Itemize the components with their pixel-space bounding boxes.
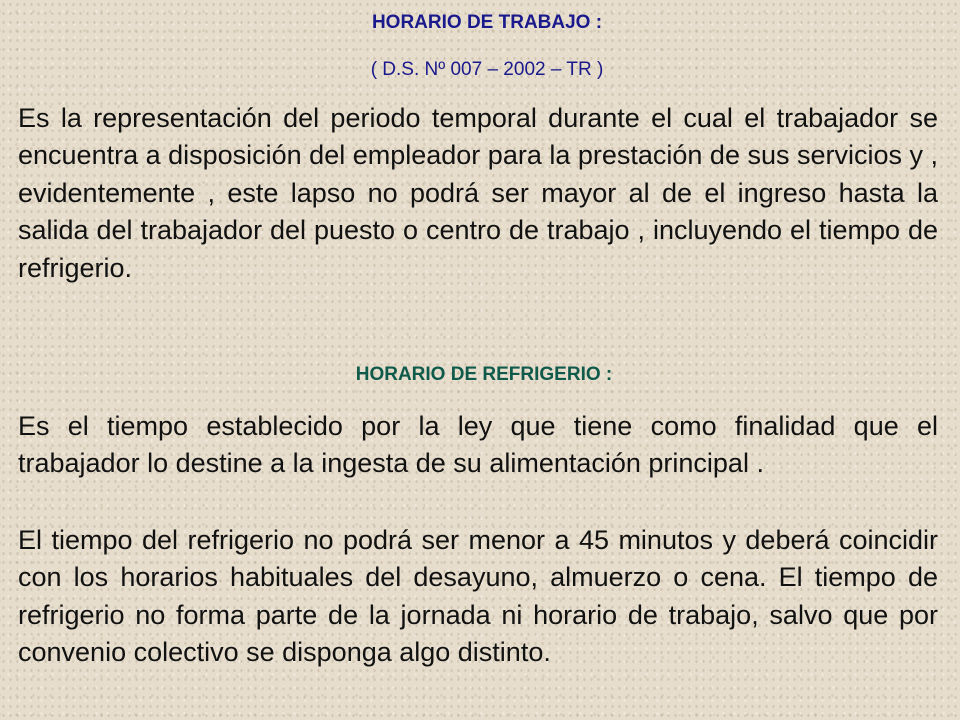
decree-reference: ( D.S. Nº 007 – 2002 – TR ) <box>370 59 604 80</box>
heading-horario-de-refrigerio: HORARIO DE REFRIGERIO : <box>355 364 613 385</box>
paragraph-horario-de-trabajo: Es la representación del periodo temporal durante el cual el trabajador se encuentra a disposición del empleador para la prestación de sus servicios y , evidentemente , este lapso no podrá ser mayor al de el ingreso hasta la salida del trabajador del puesto o centro de trabajo , incluyendo el tiempo de refrigerio. <box>18 103 939 283</box>
paragraph-refrigerio-definition: Es el tiempo establecido por la ley que tiene como finalidad que el trabajador lo destine a la ingesta de su alimentación principal . <box>18 411 938 479</box>
paragraph-refrigerio-rules: El tiempo del refrigerio no podrá ser menor a 45 minutos y deberá coincidir con los horarios habituales del desayuno, almuerzo o cena. El tiempo de refrigerio no forma parte de la jornada ni horario de trabajo, salvo que por convenio colectivo se disponga algo distinto. <box>18 525 938 668</box>
heading-horario-de-trabajo: HORARIO DE TRABAJO : <box>371 12 603 33</box>
